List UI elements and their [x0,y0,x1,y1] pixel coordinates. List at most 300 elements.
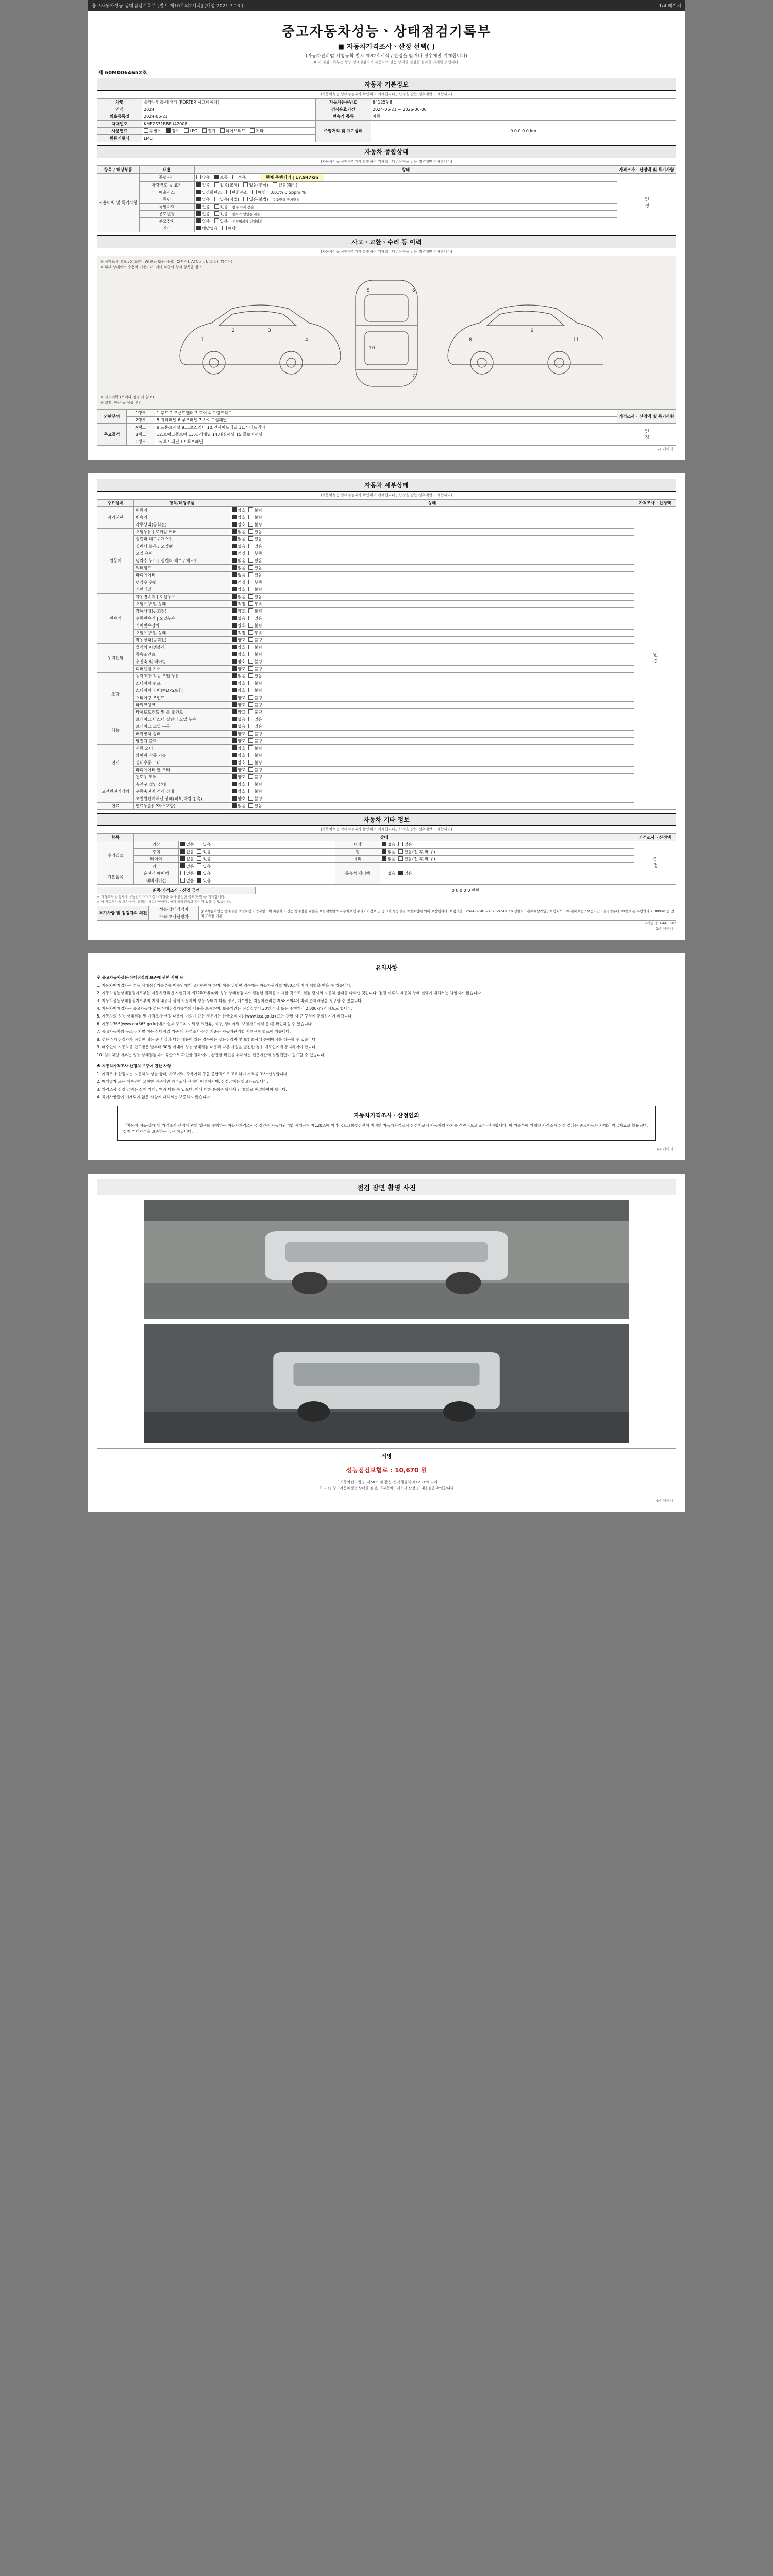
state-option[interactable] [248,666,262,672]
state-option[interactable]: 있음 [214,211,228,217]
checkbox[interactable] [232,673,237,678]
state-option[interactable] [248,717,262,722]
detail-state[interactable] [230,759,634,767]
checkbox[interactable] [248,774,253,779]
state-option[interactable] [248,695,262,701]
checkbox[interactable] [248,673,253,678]
etc-item-state[interactable] [179,870,335,877]
fuel-option[interactable]: 경유 [166,128,179,134]
state-option[interactable] [180,863,194,869]
overall-state[interactable] [194,218,617,225]
detail-state[interactable] [230,594,634,601]
detail-state[interactable] [230,687,634,694]
detail-state[interactable] [230,550,634,557]
checkbox[interactable] [197,871,201,875]
state-option[interactable]: 일산화탄소 [196,190,222,195]
checkbox[interactable] [248,645,253,649]
checkbox[interactable] [232,767,237,772]
checkbox[interactable] [248,709,253,714]
state-option[interactable] [398,849,435,855]
state-option[interactable] [232,803,245,809]
checkbox[interactable] [398,871,403,875]
etc-item-state[interactable] [179,863,335,870]
state-option[interactable] [248,659,262,665]
state-option[interactable] [248,572,262,578]
checkbox[interactable] [232,782,237,786]
tuning-detail: 구조변경 장치변경 [273,198,300,202]
state-option[interactable] [197,856,210,862]
etc-item-state[interactable] [179,849,335,856]
detail-state[interactable] [230,673,634,680]
state-option[interactable]: 없음 [196,204,210,210]
state-option[interactable] [232,681,245,686]
checkbox[interactable] [248,572,253,577]
state-option[interactable] [180,878,194,884]
checkbox[interactable] [398,856,403,861]
state-option[interactable] [232,608,245,614]
checkbox[interactable] [232,544,237,548]
checkbox[interactable] [248,551,253,555]
state-option[interactable] [248,623,262,629]
detail-state[interactable] [230,680,634,687]
state-option[interactable] [232,587,245,592]
checkbox[interactable] [180,856,185,861]
fuel-option[interactable]: 전기 [202,128,215,134]
state-option[interactable] [232,731,245,737]
checkbox[interactable] [232,587,237,591]
checkbox[interactable] [232,536,237,541]
checkbox[interactable] [232,645,237,649]
state-option[interactable] [382,849,395,855]
overall-state[interactable] [194,196,617,204]
detail-state[interactable] [230,767,634,774]
state-option[interactable] [180,871,194,876]
state-option[interactable] [232,580,245,585]
state-option[interactable] [232,753,245,758]
checkbox[interactable] [232,565,237,570]
state-option[interactable]: 있음(적법) [214,197,239,202]
state-option[interactable] [382,842,395,848]
checkbox[interactable] [248,796,253,801]
detail-state[interactable] [230,694,634,702]
checkbox[interactable] [382,871,386,875]
state-option[interactable] [232,738,245,744]
etc-item-state-right[interactable] [380,841,634,849]
detail-state[interactable] [230,723,634,731]
state-option[interactable] [232,702,245,708]
checkbox[interactable] [232,623,237,628]
detail-state[interactable] [230,752,634,759]
checkbox[interactable] [180,842,185,846]
etc-item-state[interactable] [179,856,335,863]
checkbox[interactable] [232,515,237,519]
state-option[interactable] [248,630,262,636]
detail-state[interactable] [230,608,634,615]
checkbox[interactable] [248,630,253,635]
state-option[interactable] [248,760,262,766]
state-option[interactable] [248,767,262,773]
state-option[interactable]: 있음(불법) [243,197,268,202]
state-option[interactable] [232,601,245,607]
detail-state[interactable] [230,543,634,550]
checkbox[interactable] [248,782,253,786]
checkbox[interactable] [232,594,237,599]
state-option[interactable] [232,594,245,600]
detail-state[interactable] [230,658,634,666]
etc-item-state-right[interactable] [380,849,634,856]
checkbox[interactable] [232,803,237,808]
detail-state[interactable] [230,795,634,803]
fuel-option[interactable]: 하이브리드 [220,128,246,134]
detail-state[interactable] [230,521,634,529]
detail-state[interactable] [230,738,634,745]
state-option[interactable] [232,717,245,722]
checkbox[interactable] [248,522,253,527]
detail-state[interactable] [230,666,634,673]
checkbox[interactable] [248,616,253,620]
checkbox[interactable] [248,601,253,606]
state-option[interactable] [197,849,210,855]
checkbox[interactable] [248,789,253,793]
state-option[interactable] [248,782,262,787]
state-option[interactable] [232,767,245,773]
state-option[interactable] [197,863,210,869]
state-option[interactable]: 탄화수소 [226,190,248,195]
checkbox[interactable] [248,767,253,772]
checkbox[interactable] [180,871,185,875]
checkbox[interactable] [248,565,253,570]
state-option[interactable] [248,608,262,614]
checkbox[interactable] [232,724,237,728]
state-option[interactable] [248,507,262,513]
checkbox[interactable] [232,709,237,714]
checkbox[interactable] [232,652,237,656]
checkbox[interactable] [248,753,253,757]
state-option[interactable] [232,536,245,542]
checkbox[interactable] [232,717,237,721]
etc-item-state[interactable] [179,841,335,849]
state-option[interactable]: 없음 [196,182,210,188]
state-option[interactable]: 있음 [214,204,228,210]
state-option[interactable] [248,738,262,744]
detail-state[interactable] [230,565,634,572]
checkbox[interactable] [248,724,253,728]
fuel-option[interactable]: LPG [184,128,197,133]
state-option[interactable] [248,789,262,794]
state-option[interactable] [232,709,245,715]
checkbox[interactable] [232,580,237,584]
state-option[interactable] [232,782,245,787]
checkbox[interactable] [232,608,237,613]
state-option[interactable] [248,681,262,686]
state-option[interactable] [248,774,262,780]
state-option[interactable]: 있음(부식) [243,182,268,188]
checkbox[interactable] [232,637,237,642]
checkbox[interactable] [232,745,237,750]
checkbox[interactable] [248,594,253,599]
checkbox[interactable] [248,515,253,519]
checkbox[interactable] [232,558,237,563]
state-option[interactable] [232,745,245,751]
state-option[interactable] [248,616,262,621]
state-option[interactable] [232,544,245,549]
state-option[interactable]: 없음 [196,218,210,224]
checkbox[interactable] [180,849,185,854]
state-option[interactable] [232,572,245,578]
state-option[interactable] [232,522,245,528]
checkbox[interactable] [248,507,253,512]
detail-state[interactable] [230,716,634,723]
checkbox[interactable] [248,702,253,707]
state-option[interactable] [248,544,262,549]
etc-item-state-right[interactable] [380,863,634,870]
detail-state[interactable] [230,536,634,543]
detail-state[interactable] [230,615,634,622]
state-option[interactable] [197,842,210,848]
state-option[interactable] [398,871,412,876]
state-option[interactable] [248,558,262,564]
state-option[interactable]: 있음(교체) [214,182,239,188]
state-option[interactable] [248,587,262,592]
state-option[interactable] [248,601,262,607]
checkbox[interactable] [180,878,185,883]
state-option[interactable]: 해당없음 [196,226,218,231]
state-option[interactable]: 적음 [232,175,246,180]
state-option[interactable] [248,580,262,585]
detail-state[interactable] [230,601,634,608]
overall-state[interactable] [194,204,617,211]
checkbox[interactable] [232,601,237,606]
checkbox[interactable] [248,738,253,743]
state-option[interactable] [232,515,245,520]
checkbox[interactable] [232,753,237,757]
checkbox[interactable] [248,580,253,584]
state-option[interactable] [248,688,262,693]
checkbox[interactable] [197,863,201,868]
state-option[interactable] [248,724,262,730]
state-option[interactable] [232,760,245,766]
detail-state[interactable] [230,731,634,738]
state-option[interactable] [232,774,245,780]
state-option[interactable] [232,789,245,794]
checkbox[interactable] [232,702,237,707]
state-option[interactable] [180,849,194,855]
checkbox[interactable] [248,623,253,628]
state-option[interactable] [248,565,262,571]
state-option[interactable] [398,856,435,862]
state-option[interactable] [248,709,262,715]
state-option[interactable]: 없음 [196,197,210,202]
state-option[interactable] [248,753,262,758]
checkbox[interactable] [232,681,237,685]
detail-state[interactable] [230,781,634,788]
checkbox[interactable] [248,587,253,591]
checkbox[interactable] [232,616,237,620]
state-option[interactable] [398,842,412,848]
checkbox[interactable] [382,849,386,854]
detail-state[interactable] [230,745,634,752]
state-option[interactable] [232,659,245,665]
state-option[interactable] [232,507,245,513]
state-option[interactable] [232,724,245,730]
state-option[interactable] [248,796,262,802]
detail-state[interactable] [230,507,634,514]
state-option[interactable] [232,796,245,802]
checkbox[interactable] [398,849,403,854]
state-option[interactable]: 해당 [222,226,236,231]
checkbox[interactable] [382,842,386,846]
checkbox[interactable] [248,536,253,541]
detail-state[interactable] [230,774,634,781]
detail-state[interactable] [230,586,634,594]
overall-state[interactable] [194,174,617,182]
state-option[interactable] [248,536,262,542]
state-option[interactable] [248,731,262,737]
detail-state[interactable] [230,709,634,716]
etc-item-state-right[interactable] [380,877,634,885]
checkbox[interactable] [248,558,253,563]
checkbox[interactable] [248,717,253,721]
state-option[interactable] [232,695,245,701]
state-option[interactable] [197,871,210,876]
checkbox[interactable] [248,681,253,685]
state-option[interactable] [248,702,262,708]
detail-part-name: 추진축 및 베어링 [134,658,230,666]
state-option[interactable] [180,842,194,848]
fuel-option[interactable]: 기타 [250,128,263,134]
state-option[interactable]: 많음 [196,175,210,180]
checkbox[interactable] [382,856,386,861]
detail-state[interactable] [230,788,634,795]
fuel-option[interactable]: 휘발유 [144,128,161,134]
checkbox[interactable] [232,695,237,700]
checkbox[interactable] [248,529,253,534]
state-option[interactable] [248,594,262,600]
state-option[interactable] [232,616,245,621]
state-option[interactable] [232,565,245,571]
state-option[interactable] [248,645,262,650]
overall-state[interactable] [194,189,617,196]
state-option[interactable] [248,637,262,643]
detail-state[interactable] [230,803,634,810]
detail-state[interactable] [230,557,634,565]
state-option[interactable] [248,745,262,751]
checkbox[interactable] [248,666,253,671]
checkbox[interactable] [232,731,237,736]
checkbox[interactable] [232,688,237,692]
state-option[interactable] [248,529,262,535]
detail-state[interactable] [230,572,634,579]
checkbox[interactable] [232,522,237,527]
checkbox[interactable] [248,760,253,765]
checkbox[interactable] [232,738,237,743]
checkbox[interactable] [197,842,201,846]
overall-state[interactable] [194,182,617,189]
state-option[interactable] [248,803,262,809]
checkbox[interactable] [248,659,253,664]
state-option[interactable] [232,637,245,643]
detail-state[interactable] [230,651,634,658]
state-option[interactable] [232,630,245,636]
state-option[interactable]: 있음 [214,218,228,224]
detail-state[interactable] [230,630,634,637]
checkbox[interactable] [248,731,253,736]
checkbox[interactable] [248,688,253,692]
checkbox[interactable] [248,637,253,642]
state-option[interactable] [232,652,245,657]
detail-state[interactable] [230,702,634,709]
state-option[interactable] [248,515,262,520]
state-option[interactable] [382,856,395,862]
overall-state[interactable] [194,211,617,218]
checkbox[interactable] [248,652,253,656]
checkbox[interactable] [398,842,403,846]
checkbox[interactable] [232,666,237,671]
state-option[interactable] [232,551,245,556]
checkbox[interactable] [232,796,237,801]
checkbox[interactable] [232,774,237,779]
checkbox[interactable] [197,856,201,861]
state-option[interactable] [232,666,245,672]
checkbox[interactable] [232,760,237,765]
detail-state[interactable] [230,644,634,651]
checkbox[interactable] [248,745,253,750]
state-option[interactable]: 매연 [252,190,265,195]
etc-item-state[interactable] [179,877,335,885]
checkbox[interactable] [197,878,201,883]
state-option[interactable] [232,673,245,679]
detail-state[interactable] [230,514,634,521]
state-option[interactable] [248,673,262,679]
state-option[interactable] [197,878,210,884]
etc-item-state-right[interactable] [380,870,634,877]
checkbox[interactable] [248,695,253,700]
detail-state[interactable] [230,637,634,644]
checkbox[interactable] [232,659,237,664]
checkbox[interactable] [232,789,237,793]
checkbox[interactable] [232,630,237,635]
fuel-options[interactable] [142,128,316,135]
checkbox[interactable] [248,544,253,548]
checkbox[interactable] [232,529,237,534]
state-option[interactable] [232,688,245,693]
checkbox[interactable] [248,803,253,808]
detail-state[interactable] [230,579,634,586]
state-option[interactable]: 없음 [196,211,210,217]
state-option[interactable] [248,551,262,556]
state-option[interactable] [232,645,245,650]
checkbox[interactable] [232,572,237,577]
etc-item-state-right[interactable] [380,856,634,863]
state-option[interactable] [248,522,262,528]
checkbox[interactable] [232,551,237,555]
checkbox[interactable] [232,507,237,512]
detail-state[interactable] [230,622,634,630]
state-option[interactable] [232,558,245,564]
state-option[interactable] [232,623,245,629]
state-option[interactable] [248,652,262,657]
state-option[interactable] [180,856,194,862]
checkbox[interactable] [248,608,253,613]
state-option[interactable] [232,529,245,535]
state-option[interactable]: 있음(훼손) [273,182,297,188]
detail-state[interactable] [230,529,634,536]
checkbox[interactable] [180,863,185,868]
state-option[interactable] [382,871,395,876]
state-option[interactable]: 보통 [214,175,228,180]
checkbox[interactable] [197,849,201,854]
overall-state[interactable] [194,225,617,232]
